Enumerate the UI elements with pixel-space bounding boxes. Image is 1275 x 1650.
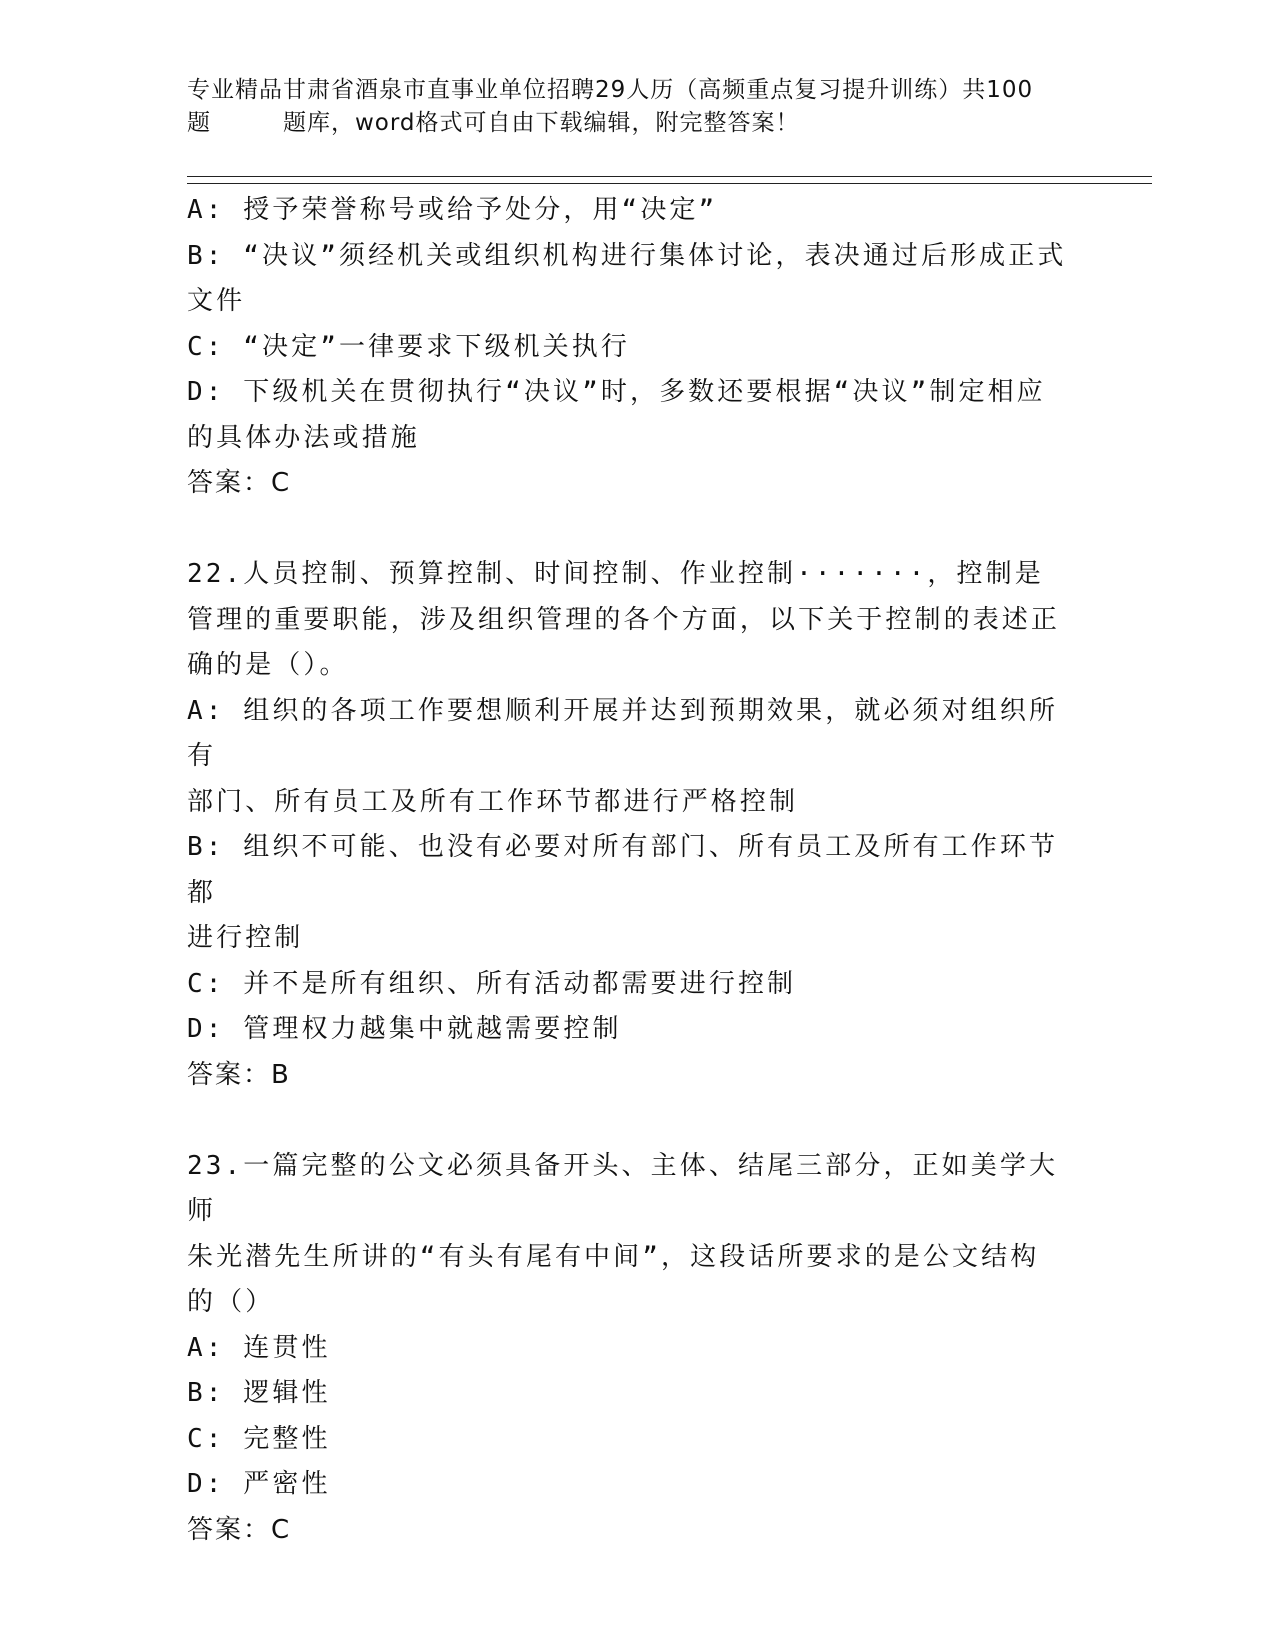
q22-option-a-line2: 部门、所有员工及所有工作环节都进行严格控制 xyxy=(187,786,799,817)
q22-answer: 答案：B xyxy=(187,1059,291,1090)
question-22-block xyxy=(187,552,1077,1098)
q23-option-c: C: 完整性 xyxy=(187,1423,331,1454)
q21-option-d-line2: 的具体办法或措施 xyxy=(187,422,420,453)
header-title-line2 xyxy=(187,107,1067,140)
q22-option-c: C: 并不是所有组织、所有活动都需要进行控制 xyxy=(187,968,797,999)
q21-option-b-line2: 文件 xyxy=(187,286,246,316)
q21-option-d-line1: D: 下级机关在贯彻执行“决议”时，多数还要根据“决议”制定相应 xyxy=(187,377,1046,407)
question-21-block xyxy=(187,188,1077,507)
q23-option-a: A: 连贯性 xyxy=(187,1332,331,1363)
q23-option-b: B: 逻辑性 xyxy=(187,1378,331,1408)
q21-option-c: C: “决定”一律要求下级机关执行 xyxy=(187,331,630,362)
q23-stem-line1: 23.一篇完整的公文必须具备开头、主体、结尾三部分，正如美学大师 xyxy=(187,1150,1059,1226)
q21-answer: 答案：C xyxy=(187,468,292,498)
q23-answer: 答案：C xyxy=(187,1514,292,1545)
q22-option-b-line1: B: 组织不可能、也没有必要对所有部门、所有员工及所有工作环节都 xyxy=(187,832,1059,908)
q22-stem-line1: 22.人员控制、预算控制、时间控制、作业控制·······，控制是 xyxy=(187,559,1044,589)
q22-stem-line2: 管理的重要职能，涉及组织管理的各个方面，以下关于控制的表述正 xyxy=(187,604,1061,635)
q23-option-d: D: 严密性 xyxy=(187,1469,331,1499)
q22-option-a-line1: A: 组织的各项工作要想顺利开展并达到预期效果，就必须对组织所有 xyxy=(187,695,1059,771)
q23-stem-line3: 的（） xyxy=(187,1287,275,1317)
question-spacer xyxy=(187,507,1077,553)
header-title-line2-right: 题库，word格式可自由下载编辑，附完整答案！ xyxy=(283,110,800,136)
q22-stem-line3: 确的是（）。 xyxy=(187,650,349,680)
q23-stem-line2: 朱光潜先生所讲的“有头有尾有中间”，这段话所要求的是公文结构 xyxy=(187,1241,1040,1272)
page-header xyxy=(187,74,1067,140)
header-rule-top xyxy=(187,176,1152,177)
q21-option-b-line1: B: “决议”须经机关或组织机构进行集体讨论，表决通过后形成正式 xyxy=(187,240,1067,271)
q22-option-d: D: 管理权力越集中就越需要控制 xyxy=(187,1014,622,1044)
header-rule-bottom xyxy=(187,183,1152,184)
q21-option-a: A: 授予荣誉称号或给予处分，用“决定” xyxy=(187,195,718,225)
q22-option-b-line2: 进行控制 xyxy=(187,923,304,953)
question-content xyxy=(187,188,1077,1553)
header-gap xyxy=(211,107,283,140)
question-spacer xyxy=(187,1098,1077,1144)
header-title-line2-left: 题 xyxy=(187,110,211,136)
question-23-block xyxy=(187,1144,1077,1554)
header-title-line1: 专业精品甘肃省酒泉市直事业单位招聘29人历（高频重点复习提升训练）共100 xyxy=(187,77,1034,103)
